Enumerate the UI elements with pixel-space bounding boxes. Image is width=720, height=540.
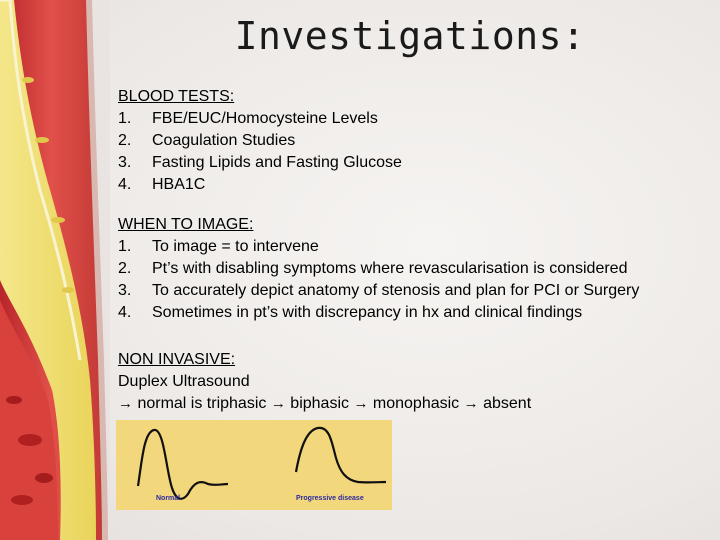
- list-number: 1.: [118, 238, 132, 255]
- list-item: [118, 108, 402, 130]
- list-number: 2.: [118, 132, 132, 149]
- list-number: 4.: [118, 304, 132, 321]
- progressive-disease-waveform: [296, 428, 386, 483]
- normal-label: Normal: [156, 495, 181, 502]
- when-to-image-list: [118, 236, 639, 324]
- list-text: Sometimes in pt’s with discrepancy in hx and clinical findings: [152, 304, 583, 321]
- list-text: FBE/EUC/Homocysteine Levels: [152, 110, 378, 127]
- list-item: [118, 174, 402, 196]
- arrow-right-icon: →: [463, 395, 479, 412]
- non-invasive-heading: NON INVASIVE:: [118, 351, 236, 368]
- list-text: To image = to intervene: [152, 238, 319, 255]
- non-invasive-section: [118, 349, 531, 415]
- flow-step: normal is triphasic: [137, 395, 267, 412]
- artery-illustration: [0, 0, 110, 540]
- list-item: [118, 152, 402, 174]
- list-item: [118, 280, 639, 302]
- list-number: 3.: [118, 154, 132, 171]
- progressive-disease-label: Progressive disease: [296, 495, 364, 502]
- list-text: Pt’s with disabling symptoms where revascularisation is considered: [152, 260, 628, 277]
- list-item: [118, 236, 639, 258]
- list-text: Coagulation Studies: [152, 132, 296, 149]
- list-item: [118, 302, 639, 324]
- list-number: 1.: [118, 110, 132, 127]
- when-to-image-section: [118, 214, 639, 324]
- arrow-right-icon: →: [118, 395, 133, 412]
- flow-step: monophasic: [372, 395, 460, 412]
- arrow-right-icon: →: [270, 395, 286, 412]
- list-number: 2.: [118, 260, 132, 277]
- when-to-image-heading: WHEN TO IMAGE:: [118, 216, 254, 233]
- flow-step: absent: [483, 395, 532, 412]
- slide-title: Investigations:: [234, 14, 586, 58]
- list-item: [118, 258, 639, 280]
- arrow-right-icon: →: [353, 395, 369, 412]
- list-text: To accurately depict anatomy of stenosis and plan for PCI or Surgery: [152, 282, 640, 299]
- duplex-ultrasound-line: Duplex Ultrasound: [118, 373, 250, 390]
- blood-tests-section: [118, 86, 402, 196]
- list-number: 4.: [118, 176, 132, 193]
- waveform-progression: [118, 393, 531, 415]
- list-item: [118, 130, 402, 152]
- blood-tests-list: [118, 108, 402, 196]
- list-number: 3.: [118, 282, 132, 299]
- blood-tests-heading: BLOOD TESTS:: [118, 88, 235, 105]
- list-text: Fasting Lipids and Fasting Glucose: [152, 154, 402, 171]
- list-text: HBA1C: [152, 176, 206, 193]
- normal-waveform: [138, 430, 228, 499]
- flow-step: biphasic: [290, 395, 349, 412]
- doppler-waveform-figure: [116, 420, 392, 510]
